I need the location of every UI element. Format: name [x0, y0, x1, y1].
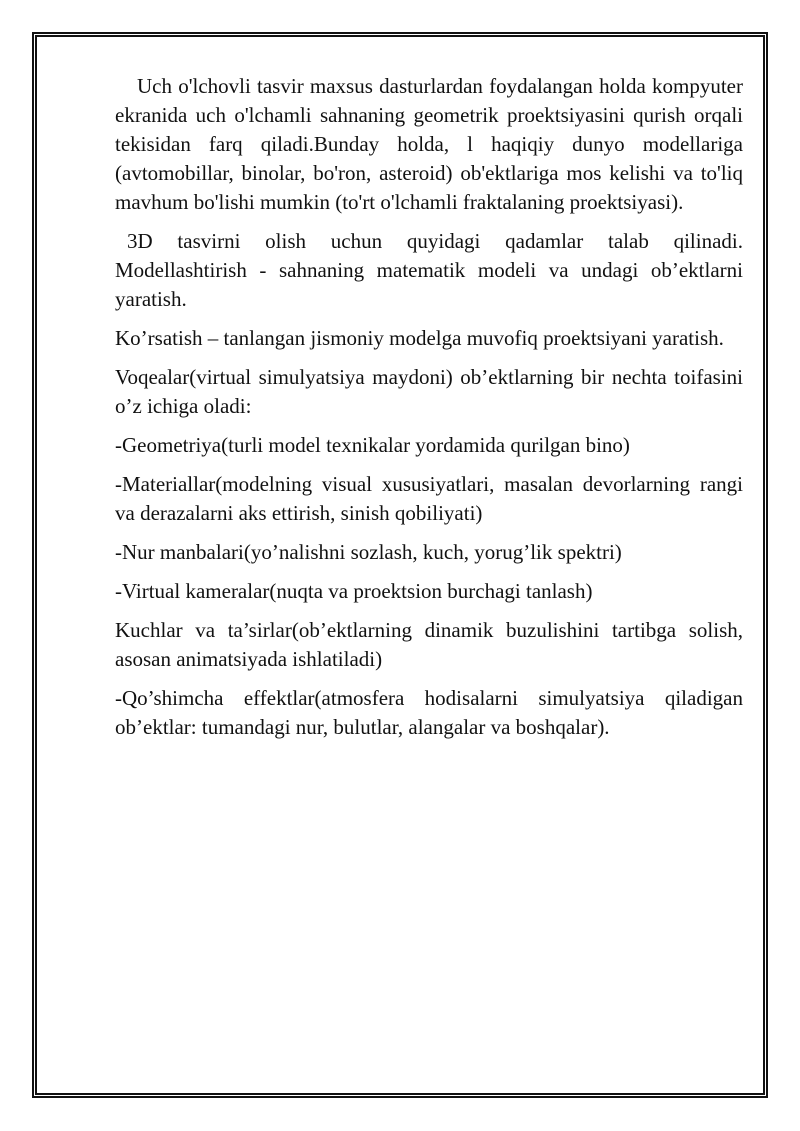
- list-item-additional-effects: -Qo’shimcha effektlar(atmosfera hodisalarni simulyatsiya qiladigan ob’ektlar: tumandagi nur, bulutlar, alangalar va boshqalar).: [115, 686, 743, 739]
- list-item-light-sources: -Nur manbalari(yo’nalishni sozlash, kuch, yorug’lik spektri): [115, 540, 622, 564]
- list-item-materials: -Materiallar(modelning visual xususiyatlari, masalan devorlarning rangi va derazalarni aks ettirish, sinish qobiliyati): [115, 472, 743, 525]
- paragraph-forces: Kuchlar va ta’sirlar(ob’ektlarning dinamik buzulishini tartibga solish, asosan animatsiyada ishlatiladi): [115, 618, 743, 671]
- paragraph-3d-steps: 3D tasvirni olish uchun quyidagi qadamlar talab qilinadi. Modellashtirish - sahnaning matematik modeli va undagi ob’ektlarni yaratish.: [115, 229, 743, 311]
- list-item-virtual-cameras: -Virtual kameralar(nuqta va proektsion burchagi tanlash): [115, 579, 593, 603]
- document-body: [115, 72, 743, 752]
- paragraph-intro: Uch o'lchovli tasvir maxsus dasturlardan foydalangan holda kompyuter ekranida uch o'lchamli sahnaning geometrik proektsiyasini qurish orqali tekisidan farq qiladi.Bunday holda, l haqiqiy dunyo modellariga (avtomobillar, binolar, bo'ron, asteroid) ob'ektlariga mos kelishi va to'liq mavhum bo'lishi mumkin (to'rt o'lchamli fraktalaning proektsiyasi).: [115, 74, 743, 214]
- paragraph-scene: Voqealar(virtual simulyatsiya maydoni) ob’ektlarning bir nechta toifasini o’z ichiga oladi:: [115, 365, 743, 418]
- paragraph-rendering: Ko’rsatish – tanlangan jismoniy modelga muvofiq proektsiyani yaratish.: [115, 326, 724, 350]
- list-item-geometry: -Geometriya(turli model texnikalar yordamida qurilgan bino): [115, 433, 630, 457]
